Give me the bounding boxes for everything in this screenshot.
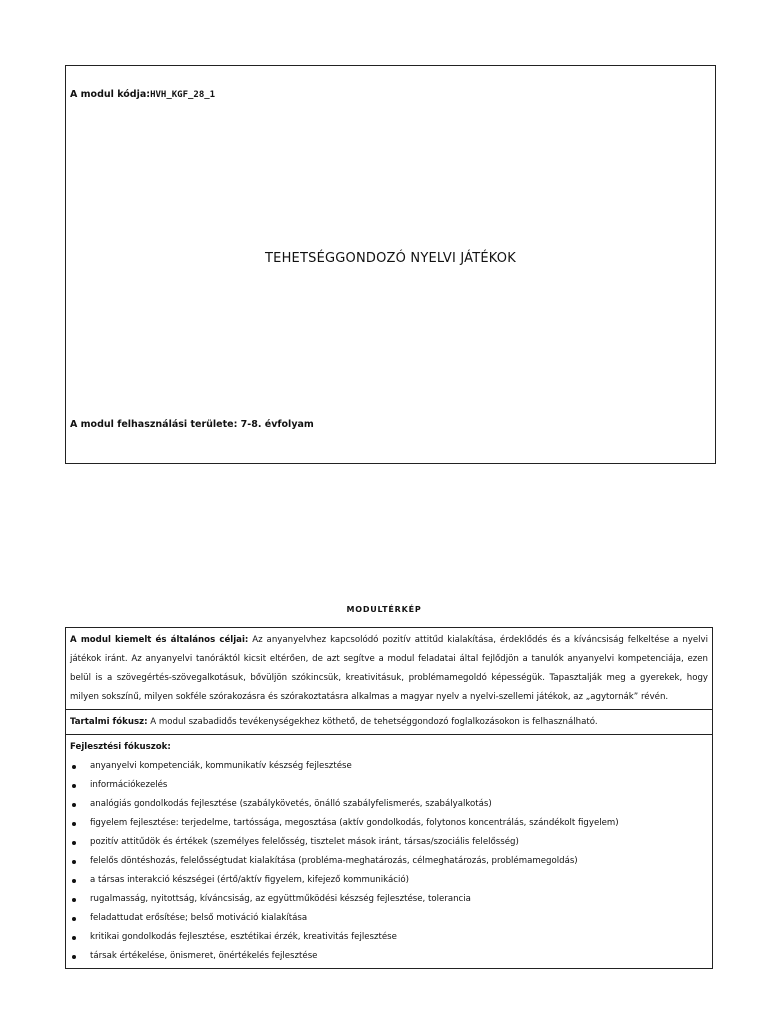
goals-text: Az anyanyelvhez kapcsolódó pozitív attitűd kialakítása, érdeklődés és a kíváncsiság felkeltése a nyelvi játékok iránt. Az anyanyelvi tanóráktól kicsit eltérően, de azt segítve a modul feladatai által fejlődjön a tanulók anyanyelvi kompetenciája, ezen belül is a szövegértés-szövegalkotásuk, bővüljön szókincsük, kreativitásuk, problémamegoldó képességük. Tapasztalják meg a gyerekek, hogy milyen sokszínű, milyen sokféle szórakozásra és szórakoztatásra alkalmas a magyar nyelv a nyelvi-szellemi játékok, az „agytornák” révén.	[70, 635, 708, 702]
list-item: anyanyelvi kompetenciák, kommunikatív készség fejlesztése	[70, 757, 708, 776]
module-code-value: HVH_KGF_28_1	[150, 90, 216, 100]
list-item: felelős döntéshozás, felelősségtudat kialakítása (probléma-meghatározás, célmeghatározás, problémamegoldás)	[70, 852, 708, 871]
list-item: kritikai gondolkodás fejlesztése, esztétikai érzék, kreativitás fejlesztése	[70, 928, 708, 947]
list-item: figyelem fejlesztése: terjedelme, tartóssága, megosztása (aktív gondolkodás, folytonos koncentrálás, szándékolt figyelem)	[70, 814, 708, 833]
goals-cell	[66, 628, 712, 709]
list-item: feladattudat erősítése; belső motiváció kialakítása	[70, 909, 708, 928]
module-map-heading: MODULTÉRKÉP	[346, 605, 422, 614]
development-label: Fejlesztési fókuszok:	[70, 742, 171, 752]
list-item: pozitív attitűdök és értékek (személyes felelősség, tisztelet mások iránt, társas/szociális felelősség)	[70, 833, 708, 852]
module-map-table	[65, 627, 713, 969]
list-item: analógiás gondolkodás fejlesztése (szabálykövetés, önálló szabályfelismerés, szabályalkotás)	[70, 795, 708, 814]
focus-cell	[66, 709, 712, 734]
usage-area: A modul felhasználási területe: 7-8. évfolyam	[70, 419, 314, 430]
goals-label: A modul kiemelt és általános céljai:	[70, 635, 249, 645]
list-item: információkezelés	[70, 776, 708, 795]
focus-label: Tartalmi fókusz:	[70, 717, 148, 727]
development-cell	[66, 734, 712, 968]
list-item: rugalmasság, nyitottság, kíváncsiság, az együttműködési készség fejlesztése, tolerancia	[70, 890, 708, 909]
module-code	[70, 89, 215, 100]
module-title: TEHETSÉGGONDOZÓ NYELVI JÁTÉKOK	[265, 251, 516, 266]
module-code-label: A modul kódja:	[70, 89, 151, 100]
development-list	[70, 757, 708, 966]
list-item: a társas interakció készségei (értő/aktív figyelem, kifejező kommunikáció)	[70, 871, 708, 890]
cover-box	[65, 65, 716, 464]
list-item: társak értékelése, önismeret, önértékelés fejlesztése	[70, 947, 708, 966]
focus-text: A modul szabadidős tevékenységekhez köthető, de tehetséggondozó foglalkozásokon is felhasználható.	[147, 717, 598, 727]
